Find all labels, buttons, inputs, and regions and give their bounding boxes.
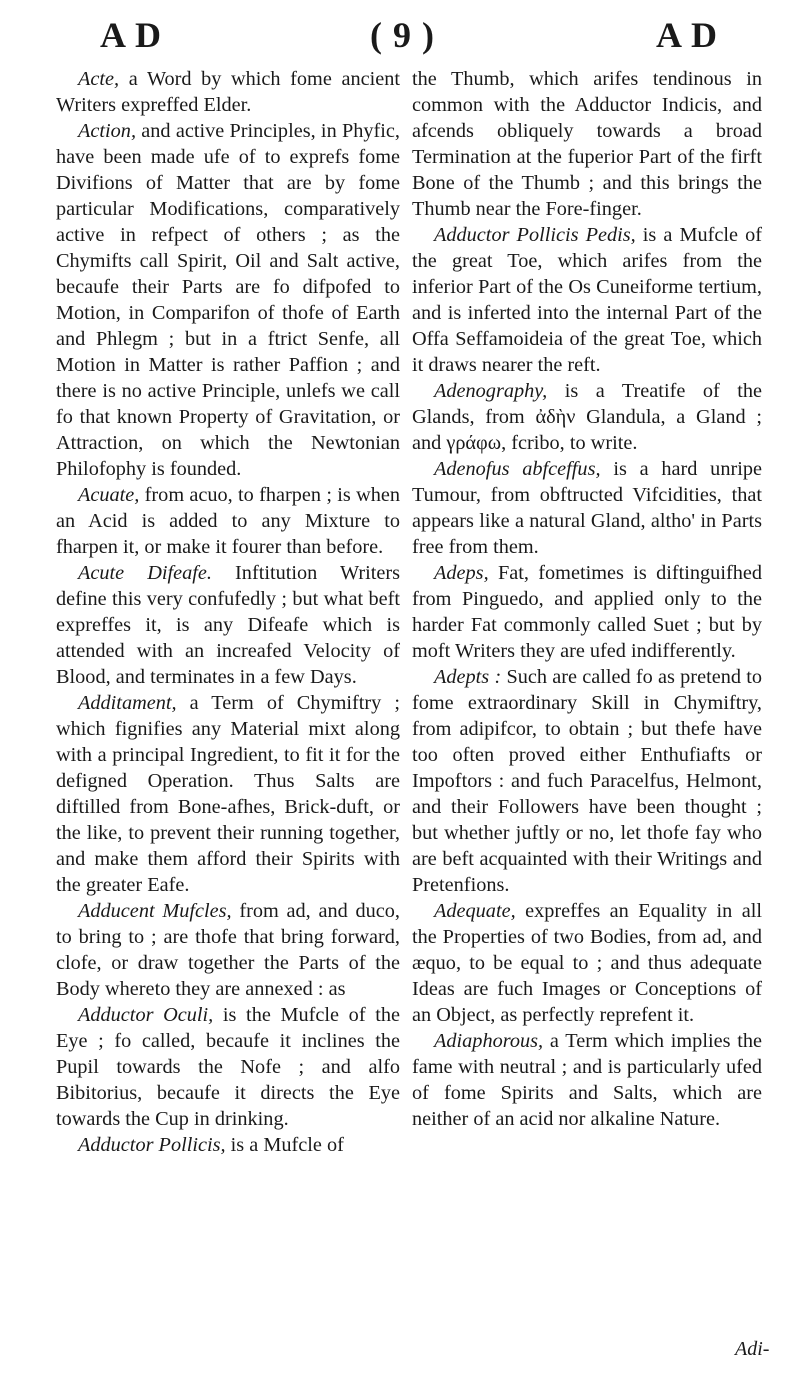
entry-headword: Additament, (78, 692, 177, 714)
dictionary-entry (412, 378, 762, 456)
left-column (56, 66, 400, 1158)
entry-text: from acuo, to fharpen ; is when an Acid is added to any Mixture to fharpen it, or make it fourer than before. (56, 484, 400, 558)
entry-headword: Adducent Mufcles, (78, 900, 232, 922)
dictionary-entry (56, 66, 400, 118)
dictionary-entry (412, 664, 762, 898)
entry-text: is a hard unripe Tumour, from obftructed Vifcidities, that appears like a natural Gland, altho' in Parts free from them. (412, 458, 762, 558)
entry-text: and active Principles, in Phyfic, have been made ufe of to exprefs fome Divifions of Matter that are by fome particular Modifications, comparatively active in refpect of others ; as the Chymifts call Spirit, Oil and Salt active, becaufe their Parts are fo difpofed to Motion, in Comparifon of thofe of Earth and Phlegm ; but in a ftrict Senfe, all Motion in Matter is rather Paffion ; and there is no active Principle, unlefs we call fo that known Property of Gravitation, or Attraction, on which the Newtonian Philofophy is founded. (56, 120, 400, 480)
entry-text: is a Treatife of the Glands, from ἀδὴν Glandula, a Gland ; and γράφω, fcribo, to write. (412, 380, 762, 454)
entry-headword: Acuate, (78, 484, 140, 506)
entry-text: a Term of Chymiftry ; which fignifies any Material mixt along with a principal Ingredient, to fit it for the defigned Operation. Thus Salts are diftilled from Bone-afhes, Brick-duft, or the like, to prevent their running together, and make them afford their Spirits with the greater Eafe. (56, 692, 400, 896)
header-right: A D (656, 15, 719, 55)
dictionary-entry (412, 456, 762, 560)
entry-headword: Adequate, (434, 900, 516, 922)
entry-text: expreffes an Equality in all the Properties of two Bodies, from ad, and æquo, to be equal to ; and thus adequate Ideas are fuch Images or Conceptions of an Object, as perfectly reprefent it. (412, 900, 762, 1026)
dictionary-entry (56, 1132, 400, 1158)
entry-headword: Adductor Pollicis Pedis, (434, 224, 636, 246)
entry-headword: Adenofus abfceffus, (434, 458, 601, 480)
entry-headword: Acte, (78, 68, 120, 90)
dictionary-entry (56, 1002, 400, 1132)
dictionary-entry-continued (412, 66, 762, 222)
dictionary-entry (412, 1028, 762, 1132)
entry-headword: Adiaphorous, (434, 1030, 544, 1052)
entry-headword: Action, (78, 120, 137, 142)
entry-headword: Adductor Oculi, (78, 1004, 214, 1026)
dictionary-entry (56, 482, 400, 560)
entry-text: Fat, fometimes is diftinguifhed from Pinguedo, and applied only to the harder Fat commonly called Suet ; but by moft Writers they are ufed indifferently. (412, 562, 762, 662)
right-column (412, 66, 762, 1132)
dictionary-entry (412, 898, 762, 1028)
entry-headword: Adenography, (434, 380, 548, 402)
catchword: Adi- (735, 1338, 770, 1360)
entry-headword: Adeps, (434, 562, 489, 584)
entry-text: from ad, and duco, to bring to ; are thofe that bring forward, clofe, or draw together the Parts of the Body whereto they are annexed : as (56, 900, 400, 1000)
page-number: ( 9 ) (370, 15, 435, 55)
entry-text: Inftitution Writers define this very confufedly ; but what beft expreffes it, is any Difeafe which is attended with an increafed Velocity of Blood, and terminates in a few Days. (56, 562, 400, 688)
dictionary-entry (412, 560, 762, 664)
dictionary-entry (56, 898, 400, 1002)
entry-headword: Acute Difeafe. (78, 562, 212, 584)
dictionary-entry (412, 222, 762, 378)
running-header (0, 0, 800, 62)
entry-text: Such are called fo as pretend to fome extraordinary Skill in Chymiftry, from adipifcor, to obtain ; but thefe have too often proved either Enthufiafts or Impoftors : and fuch Paracelfus, Helmont, and their Followers have been thought ; but whether juftly or no, let thofe fay who are beft acquainted with their Writings and Pretenfions. (412, 666, 762, 896)
entry-headword: Adepts : (434, 666, 502, 688)
entry-text: is a Mufcle of (225, 1134, 344, 1156)
entry-text: is a Mufcle of the great Toe, which arifes from the inferior Part of the Os Cuneiforme tertium, and is inferted into the internal Part of the Offa Seffamoideia of the great Toe, which it draws nearer the reft. (412, 224, 762, 376)
entry-headword: Adductor Pollicis, (78, 1134, 226, 1156)
entry-text: a Word by which fome ancient Writers expreffed Elder. (56, 68, 400, 116)
header-left: A D (100, 15, 163, 55)
entry-text: is the Mufcle of the Eye ; fo called, becaufe it inclines the Pupil towards the Nofe ; and alfo Bibitorius, becaufe it directs the Eye towards the Cup in drinking. (56, 1004, 400, 1130)
dictionary-entry (56, 560, 400, 690)
dictionary-entry (56, 690, 400, 898)
entry-text: the Thumb, which arifes tendinous in common with the Adductor Indicis, and afcends obliquely towards a broad Termination at the fuperior Part of the firft Bone of the Thumb ; and this brings the Thumb near the Fore-finger. (412, 68, 762, 220)
dictionary-entry (56, 118, 400, 482)
entry-text: a Term which implies the fame with neutral ; and is particularly ufed of fome Spirits and Salts, which are neither of an acid nor alkaline Nature. (412, 1030, 762, 1130)
